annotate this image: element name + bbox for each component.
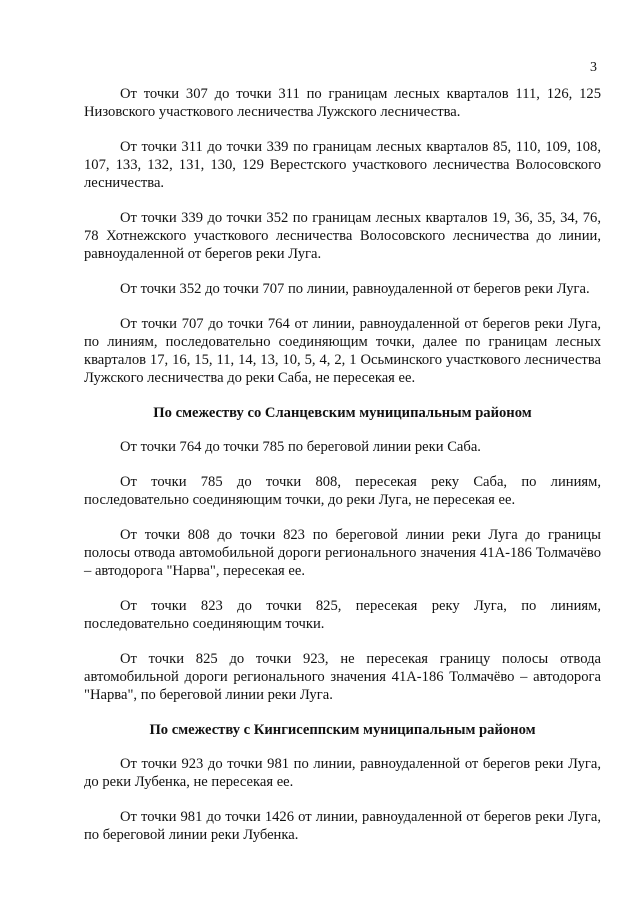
paragraph: От точки 981 до точки 1426 от линии, равноудаленной от берегов реки Луга, по береговой линии реки Лубенка. [84, 809, 601, 843]
paragraph: От точки 764 до точки 785 по береговой линии реки Саба. [120, 439, 481, 455]
paragraph: От точки 825 до точки 923, не пересекая границу полосы отвода автомобильной дороги регионального значения 41А-186 Толмачёво – автодорога "Нарва", по береговой линии реки Луга. [84, 651, 601, 703]
paragraph: От точки 808 до точки 823 по береговой линии реки Луга до границы полосы отвода автомобильной дороги регионального значения 41А-186 Толмачёво – автодорога "Нарва", пересекая ее. [84, 527, 601, 579]
page-number: 3 [590, 60, 597, 75]
document-body [84, 85, 601, 861]
section-heading: По смежеству с Кингисеппским муниципальным районом [149, 722, 536, 738]
paragraph: От точки 311 до точки 339 по границам лесных кварталов 85, 110, 109, 108, 107, 133, 132, 131, 130, 129 Верестского участкового лесничества Волосовского лесничества. [84, 139, 601, 191]
paragraph: От точки 785 до точки 808, пересекая реку Саба, по линиям, последовательно соединяющим точки, до реки Луга, не пересекая ее. [84, 474, 601, 508]
paragraph: От точки 707 до точки 764 от линии, равноудаленной от берегов реки Луга, по линиям, последовательно соединяющим точки, далее по границам лесных кварталов 17, 16, 15, 11, 14, 13, 10, 5, 4, 2, 1 Осьминского участкового лесничества Лужского лесничества до реки Саба, не пересекая ее. [84, 316, 601, 386]
paragraph: От точки 823 до точки 825, пересекая реку Луга, по линиям, последовательно соединяющим точки. [84, 598, 601, 632]
paragraph: От точки 352 до точки 707 по линии, равноудаленной от берегов реки Луга. [120, 281, 590, 297]
section-heading: По смежеству со Сланцевским муниципальным районом [153, 405, 532, 421]
paragraph: От точки 307 до точки 311 по границам лесных кварталов 111, 126, 125 Низовского участкового лесничества Лужского лесничества. [84, 86, 601, 120]
paragraph: От точки 923 до точки 981 по линии, равноудаленной от берегов реки Луга, до реки Лубенка, не пересекая ее. [84, 756, 601, 790]
paragraph: От точки 339 до точки 352 по границам лесных кварталов 19, 36, 35, 34, 76, 78 Хотнежского участкового лесничества Волосовского лесничества до линии, равноудаленной от берегов реки Луга. [84, 210, 601, 262]
